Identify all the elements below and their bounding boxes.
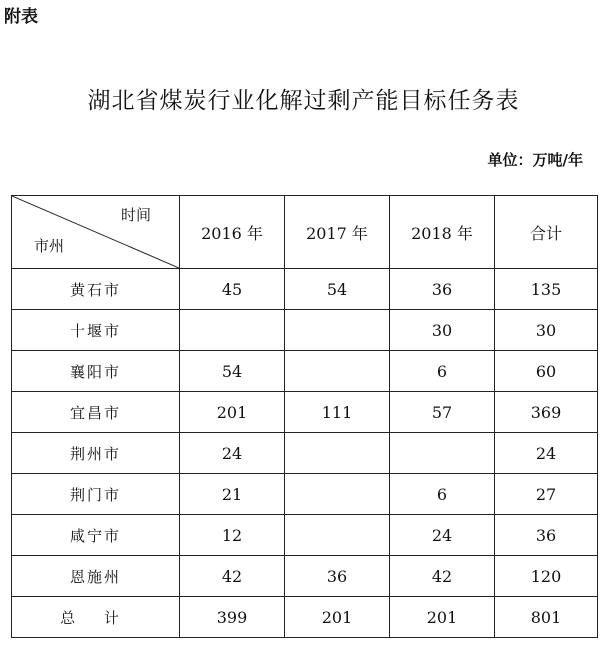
grand-total-cell: 801 [495, 597, 598, 638]
value-cell: 36 [285, 556, 390, 597]
header-row [12, 196, 598, 269]
capacity-table [11, 195, 598, 638]
total-value-cell: 201 [390, 597, 495, 638]
total-value-cell: 201 [285, 597, 390, 638]
city-cell: 咸宁市 [12, 515, 180, 556]
total-value-cell: 399 [180, 597, 285, 638]
value-cell: 45 [180, 269, 285, 310]
table-row [12, 474, 598, 515]
value-cell: 42 [180, 556, 285, 597]
value-cell: 21 [180, 474, 285, 515]
appendix-label: 附表 [4, 7, 38, 27]
row-total-cell: 27 [495, 474, 598, 515]
value-cell: 30 [390, 310, 495, 351]
row-total-cell: 24 [495, 433, 598, 474]
value-cell [390, 433, 495, 474]
value-cell: 111 [285, 392, 390, 433]
row-total-cell: 135 [495, 269, 598, 310]
value-cell: 36 [390, 269, 495, 310]
value-cell: 57 [390, 392, 495, 433]
value-cell: 24 [390, 515, 495, 556]
table-row [12, 310, 598, 351]
table-row [12, 556, 598, 597]
value-cell: 6 [390, 351, 495, 392]
corner-city-label: 市州 [34, 237, 65, 255]
city-cell: 恩施州 [12, 556, 180, 597]
value-cell: 54 [180, 351, 285, 392]
value-cell [285, 474, 390, 515]
value-cell [180, 310, 285, 351]
value-cell: 12 [180, 515, 285, 556]
total-label-cell: 总 计 [12, 597, 180, 638]
corner-time-label: 时间 [120, 206, 151, 224]
unit-label: 单位：万吨/年 [487, 151, 583, 169]
value-cell: 54 [285, 269, 390, 310]
city-cell: 黄石市 [12, 269, 180, 310]
table-row [12, 433, 598, 474]
corner-header-cell [12, 196, 180, 269]
city-cell: 宜昌市 [12, 392, 180, 433]
column-header-total: 合计 [495, 196, 598, 269]
value-cell [285, 433, 390, 474]
column-header-2018: 2018 年 [390, 196, 495, 269]
value-cell: 42 [390, 556, 495, 597]
city-cell: 荆州市 [12, 433, 180, 474]
city-cell: 荆门市 [12, 474, 180, 515]
value-cell [285, 515, 390, 556]
row-total-cell: 60 [495, 351, 598, 392]
value-cell: 201 [180, 392, 285, 433]
table-row [12, 392, 598, 433]
row-total-cell: 36 [495, 515, 598, 556]
total-row [12, 597, 598, 638]
row-total-cell: 369 [495, 392, 598, 433]
column-header-2017: 2017 年 [285, 196, 390, 269]
table-title: 湖北省煤炭行业化解过剩产能目标任务表 [87, 88, 520, 114]
city-cell: 襄阳市 [12, 351, 180, 392]
table-row [12, 515, 598, 556]
city-cell: 十堰市 [12, 310, 180, 351]
diagonal-line [12, 196, 179, 268]
row-total-cell: 120 [495, 556, 598, 597]
column-header-2016: 2016 年 [180, 196, 285, 269]
value-cell [285, 351, 390, 392]
value-cell: 24 [180, 433, 285, 474]
row-total-cell: 30 [495, 310, 598, 351]
table-row [12, 269, 598, 310]
value-cell: 6 [390, 474, 495, 515]
table-row [12, 351, 598, 392]
value-cell [285, 310, 390, 351]
